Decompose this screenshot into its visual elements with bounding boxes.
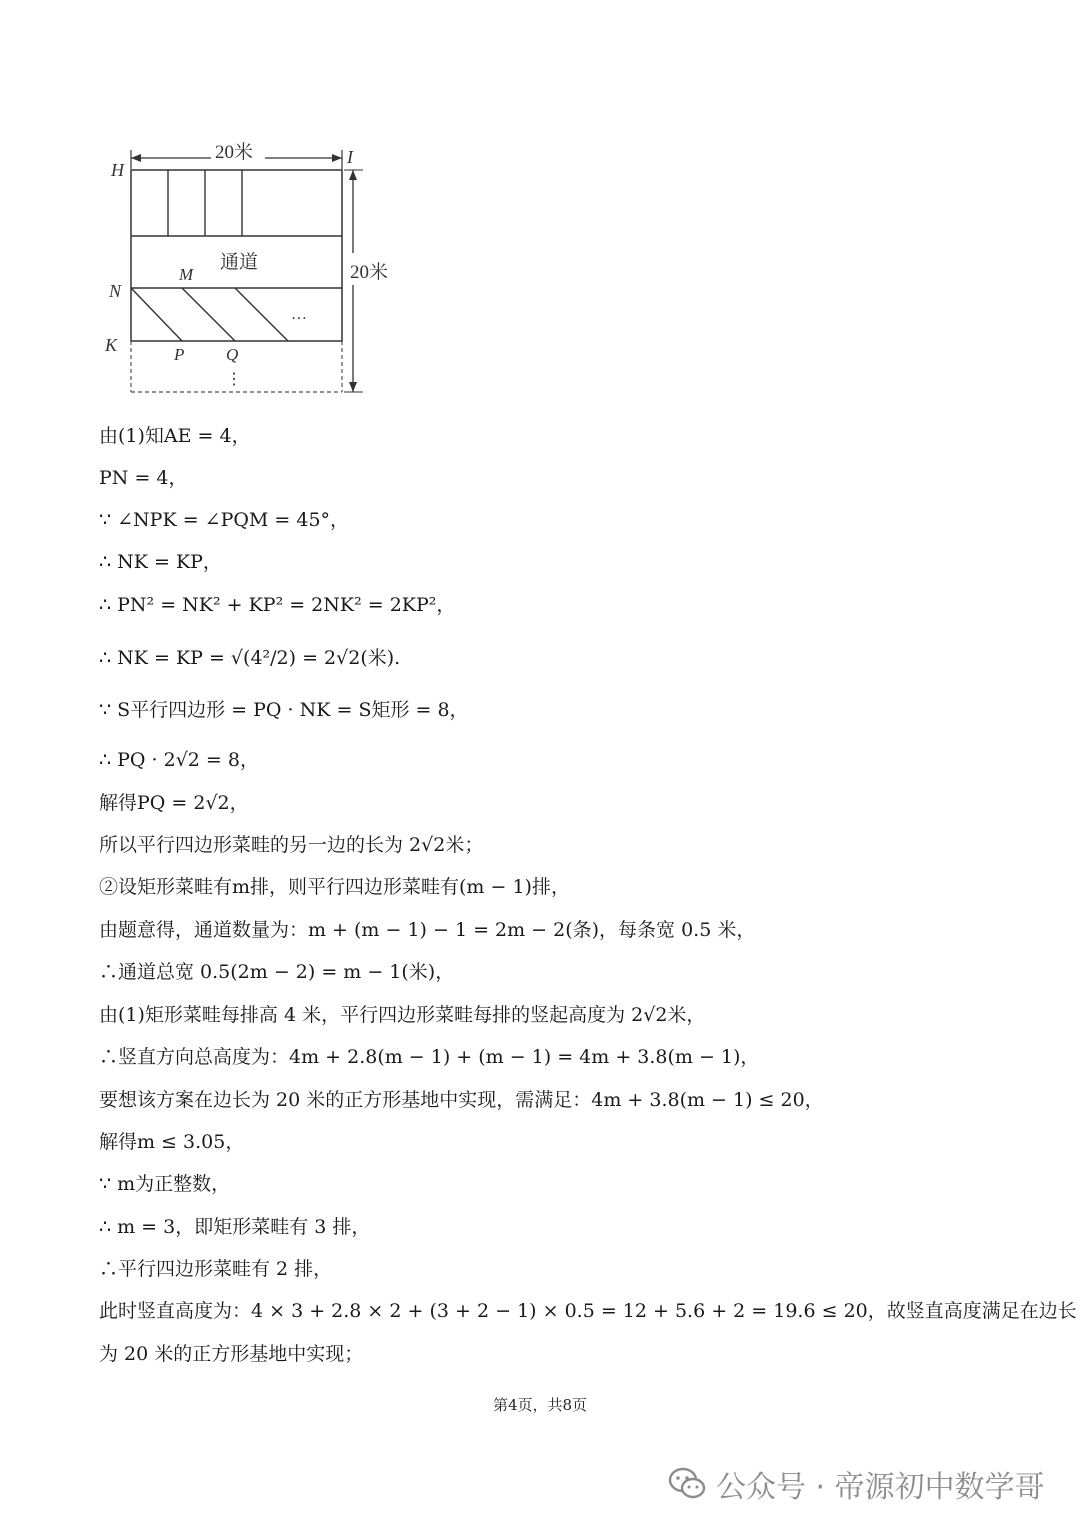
page-number: 第4页，共8页 <box>492 1396 588 1414</box>
label-I: I <box>347 147 353 167</box>
solution-line: ∴平行四边形菜畦有 2 排， <box>99 1258 333 1280</box>
vertical-ellipsis: ⋮ <box>226 371 242 388</box>
solution-line: ∴竖直方向总高度为：4m + 2.8(m − 1) + (m − 1) = 4m + 3.8(m − 1)， <box>99 1046 760 1068</box>
aisle-label: 通道 <box>219 252 259 273</box>
solution-line: 解得PQ = 2√2， <box>99 792 249 814</box>
solution-line: ∴ PN² = NK² + KP² = 2NK² = 2KP²， <box>99 594 456 616</box>
solution-line: ∵ ∠NPK = ∠PQM = 45°， <box>99 509 350 531</box>
solution-line: ∵ m为正整数， <box>99 1173 231 1195</box>
solution-line: ∴通道总宽 0.5(2m − 2) = m − 1(米)， <box>99 961 455 983</box>
solution-line: ∴ NK = KP = √(4²/2) = 2√2(米). <box>99 647 401 669</box>
solution-line: PN = 4， <box>99 467 188 489</box>
label-K: K <box>105 335 118 355</box>
width-label: 20米 <box>214 142 254 163</box>
label-N: N <box>109 281 122 301</box>
solution-line: ②设矩形菜畦有m排，则平行四边形菜畦有(m − 1)排， <box>99 876 570 898</box>
solution-line: ∴ PQ · 2√2 = 8， <box>99 749 259 771</box>
solution-line: 由(1)矩形菜畦每排高 4 米，平行四边形菜畦每排的竖起高度为 2√2米， <box>99 1004 706 1026</box>
watermark <box>668 1462 1045 1506</box>
wechat-icon <box>668 1467 706 1501</box>
watermark-text: 公众号 · 帝源初中数学哥 <box>716 1470 1045 1505</box>
solution-line: 由(1)知AE = 4， <box>99 425 251 447</box>
label-M: M <box>179 265 194 284</box>
solution-line: 此时竖直高度为：4 × 3 + 2.8 × 2 + (3 + 2 − 1) × 0.5 = 12 + 5.6 + 2 = 19.6 ≤ 20，故竖直高度满足在边长 <box>99 1300 1077 1322</box>
solution-line: ∵ S平行四边形 = PQ · NK = S矩形 = 8， <box>99 699 469 721</box>
solution-line: 要想该方案在边长为 20 米的正方形基地中实现，需满足：4m + 3.8(m − 1) ≤ 20， <box>99 1089 824 1111</box>
label-H: H <box>111 160 124 180</box>
label-P: P <box>174 345 185 364</box>
solution-line: 为 20 米的正方形基地中实现； <box>99 1343 364 1365</box>
garden-layout-figure <box>95 135 415 405</box>
ellipsis: … <box>291 306 307 323</box>
height-label: 20米 <box>349 262 389 283</box>
solution-line: 由题意得，通道数量为：m + (m − 1) − 1 = 2m − 2(条)，每条宽 0.5 米， <box>99 919 756 941</box>
solution-line: 所以平行四边形菜畦的另一边的长为 2√2米； <box>99 834 484 856</box>
solution-line: 解得m ≤ 3.05， <box>99 1131 245 1153</box>
solution-line: ∴ m = 3，即矩形菜畦有 3 排， <box>99 1216 371 1238</box>
label-Q: Q <box>226 345 239 364</box>
solution-line: ∴ NK = KP， <box>99 551 222 573</box>
